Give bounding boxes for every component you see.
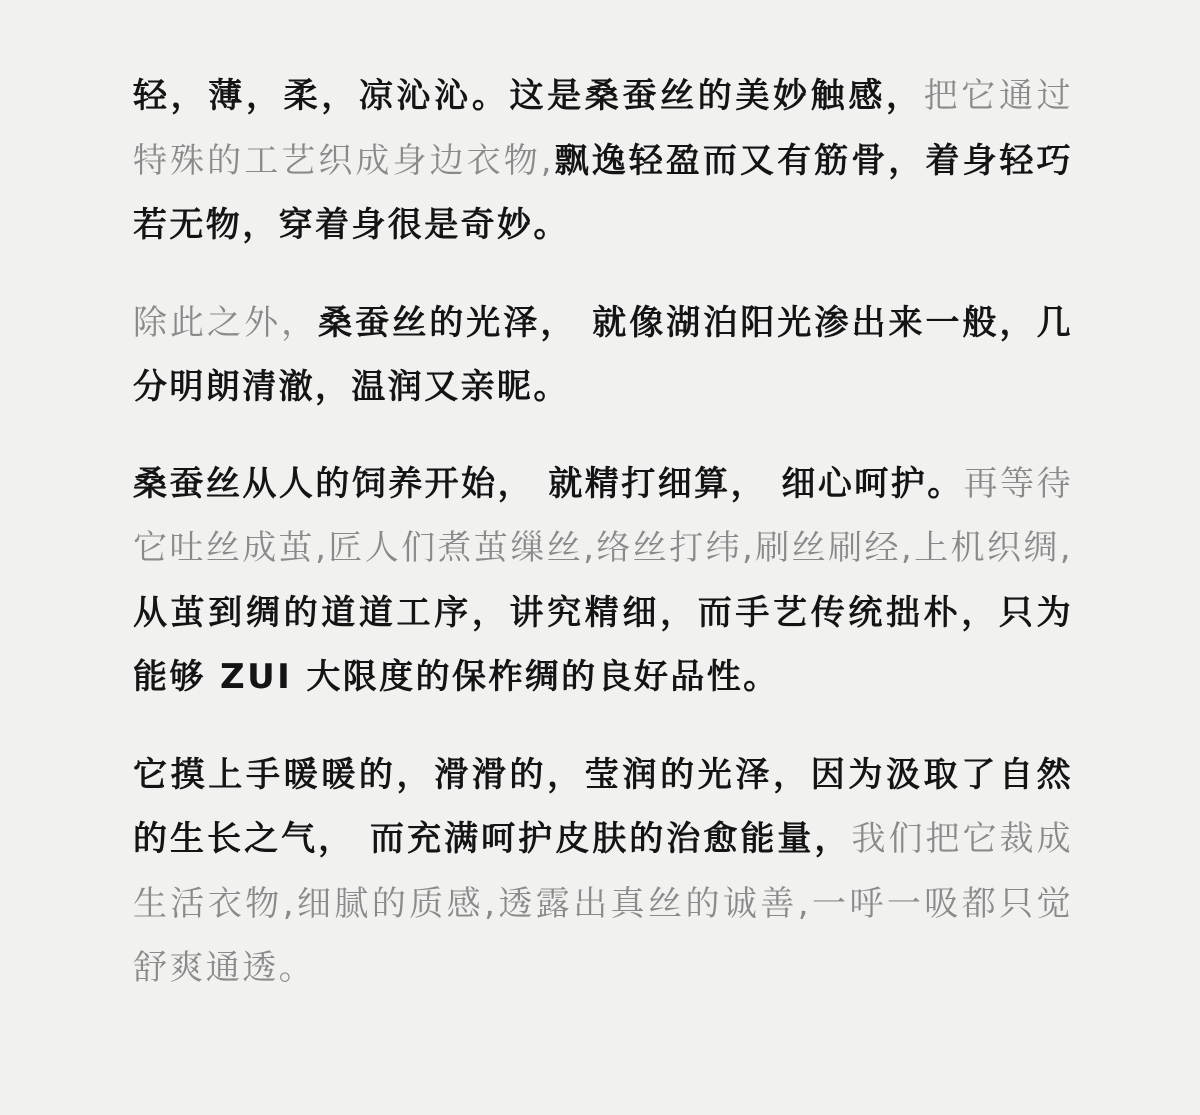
- paragraph-segment-muted: 我们把它裁成生活衣物,细腻的质感,透露出真丝的诚善,一呼一吸都只觉舒爽通透。: [133, 819, 1073, 988]
- paragraph-segment-emphasis: 桑蚕丝的光泽， 就像湖泊阳光渗出来一般，几分明朗清澈，温润又亲昵。: [133, 302, 1073, 407]
- article-body: [133, 64, 1073, 1001]
- paragraph-silk-craft: [133, 452, 1073, 710]
- paragraph-segment-muted: 再等待它吐丝成茧,匠人们煮茧缫丝,络丝打纬,刷丝刷经,上机织绸,: [133, 463, 1073, 568]
- paragraph-segment-muted: 除此之外，: [133, 302, 319, 343]
- paragraph-segment-emphasis: 飘逸轻盈而又有筋骨，着身轻巧若无物，穿着身很是奇妙。: [133, 140, 1073, 245]
- paragraph-segment-emphasis: 它摸上手暖暖的，滑滑的，莹润的光泽，因为汲取了自然的生长之气， 而充满呵护皮肤的治愈能量，: [133, 754, 1073, 859]
- paragraph-silk-feel: [133, 743, 1073, 1001]
- paragraph-segment-muted: 把它通过特殊的工艺织成身边衣物,: [133, 76, 1073, 181]
- paragraph-segment-emphasis: 轻，薄，柔，凉沁沁。这是桑蚕丝的美妙触感，: [133, 76, 924, 116]
- paragraph-segment-emphasis: 桑蚕丝从人的饲养开始， 就精打细算， 细心呵护。: [133, 463, 964, 504]
- paragraph-segment-emphasis: 从茧到绸的道道工序，讲究精细，而手艺传统拙朴，只为能够 ZUI 大限度的保柞绸的良好品性。: [133, 592, 1073, 697]
- paragraph-silk-touch: [133, 64, 1073, 258]
- paragraph-silk-luster: [133, 291, 1073, 420]
